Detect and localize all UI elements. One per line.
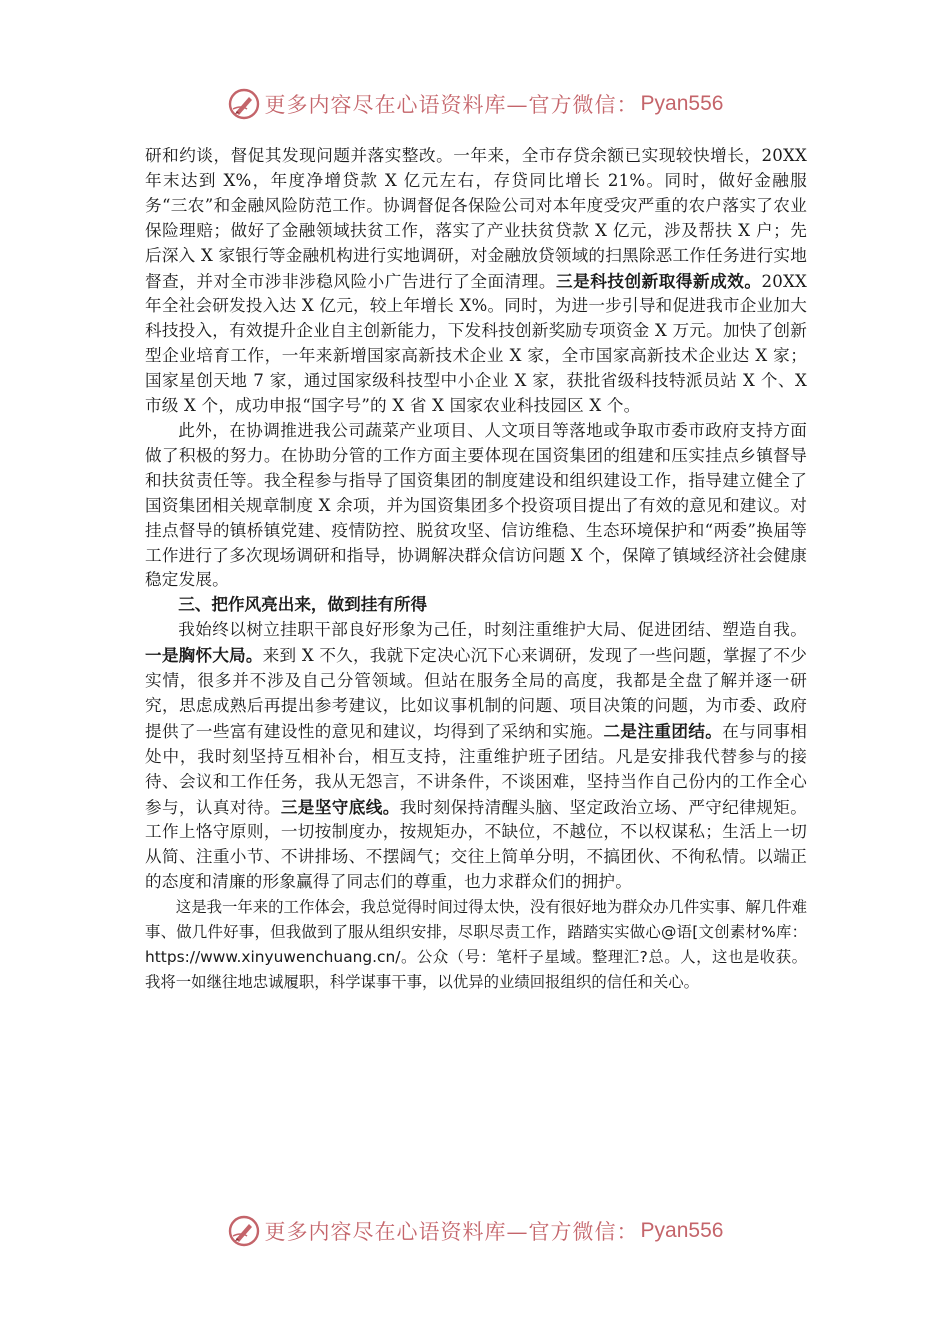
- header-banner: [0, 84, 950, 124]
- banner-wechat-id: Pyan556: [640, 92, 724, 115]
- footer-banner: [0, 1211, 950, 1251]
- paragraph-work-style-intro: 我始终以树立挂职干部良好形象为己任，时刻注重维护大局、促进团结、塑造自我。: [178, 620, 807, 640]
- bold-lead-tech-innovation: 三是科技创新取得新成效。: [555, 270, 762, 291]
- pen-logo-icon: [227, 1214, 261, 1248]
- paragraph-finance-tech: [145, 144, 807, 419]
- paragraph-work-style: [145, 618, 807, 895]
- paragraph-bottom-line-text: 我时刻保持清醒头脑、坚定政治立场、严守纪律规矩。工作上恪守原则，一切按制度办，按规矩办，不缺位，不越位，不以权谋私；生活上一切从简、注重小节、不讲排场、不摆阔气；交往上简单分明，不搞团伙、不徇私情。以端正的态度和清廉的形象赢得了同志们的尊重，也力求群众们的拥护。: [145, 797, 807, 892]
- bold-lead-bottom-line: 三是坚守底线。: [280, 796, 400, 817]
- banner-wechat-id: Pyan556: [640, 1219, 724, 1242]
- banner-text: 更多内容尽在心语资料库—官方微信：: [264, 1220, 639, 1244]
- paragraph-unity-text: 在与同事相处中，我时刻坚持互相补台，相互支持，注重维护班子团结。凡是安排我代替参与的接待、会议和工作任务，我从无怨言，不讲条件，不谈困难，坚持当作自己份内的工作全心参与，认真对待。: [145, 721, 808, 817]
- pen-logo-icon: [227, 87, 261, 121]
- document-body: [145, 144, 807, 995]
- section-heading-3: 三、把作风亮出来，做到挂有所得: [178, 595, 428, 615]
- paragraph-tech-text: 20XX 年全社会研发投入达 X 亿元，较上年增长 X%。同时，为进一步引导和促进我市企业加大科技投入，有效提升企业自主创新能力，下发科技创新奖励专项资金 X 万元。加快了创新型企业培育工作，一年来新增国家高新技术企业 X 家，全市国家高新技术企业达 X 家；国家星创天地 7 家，通过国家级科技型中小企业 X 家，获批省级科技特派员站 X 个、X 市级 X 个，成功申报“国字号”的 X 省 X 国家农业科技园区 X 个。: [145, 271, 807, 416]
- bold-lead-big-picture: 一是胸怀大局。: [145, 645, 263, 666]
- paragraph-additional-work: 此外，在协调推进我公司蔬菜产业项目、人文项目等落地或争取市委市政府支持方面做了积极的努力。在协助分管的工作方面主要体现在国资集团的组建和压实挂点乡镇督导和扶贫责任等。我全程参与指导了国资集团的制度建设和组织建设工作，指导建立健全了国资集团相关规章制度 X 余项，并为国资集团多个投资项目提出了有效的意见和建议。对挂点督导的镇桥镇党建、疫情防控、脱贫攻坚、信访维稳、生态环境保护和“两委”换届等工作进行了多次现场调研和指导，协调解决群众信访问题 X 个，保障了镇域经济社会健康稳定发展。: [145, 420, 807, 590]
- paragraph-finance-text: 研和约谈，督促其发现问题并落实整改。一年来，全市存贷余额已实现较快增长，20XX 年末达到 X%，年度净增贷款 X 亿元左右，存贷同比增长 21%。同时，做好金融服务“三农”和金融风险防范工作。协调督促各保险公司对本年度受灾严重的农户落实了农业保险理赔；做好了金融领域扶贫工作，落实了产业扶贫贷款 X 亿元，涉及帮扶 X 户；先后深入 X 家银行等金融机构进行实地调研，对金融放贷领域的扫黑除恶工作任务进行实地督查，并对全市涉非涉稳风险小广告进行了全面清理。: [145, 146, 807, 291]
- banner-text: 更多内容尽在心语资料库—官方微信：: [264, 93, 639, 117]
- bold-lead-unity: 二是注重团结。: [603, 720, 723, 741]
- paragraph-conclusion: 这是我一年来的工作体会，我总觉得时间过得太快，没有很好地为群众办几件实事、解几件难事、做几件好事，但我做到了服从组织安排，尽职尽责工作，踏踏实实做心@语[文创素材%库：https://www.xinyuwenchuang.cn/。公众（号：笔杆子星域。整理汇?总。人，这也是收获。我将一如继往地忠诚履职，科学谋事干事，以优异的业绩回报组织的信任和关心。: [145, 898, 807, 992]
- paragraph-big-picture-text: 来到 X 不久，我就下定决心沉下心来调研，发现了一些问题，掌握了不少实情，很多并不涉及自己分管领域。但站在服务全局的高度，我都是全盘了解并逐一研究，思虑成熟后再提出参考建议，比如议事机制的问题、项目决策的问题，为市委、政府提供了一些富有建设性的意见和建议，均得到了采纳和实施。: [145, 646, 807, 741]
